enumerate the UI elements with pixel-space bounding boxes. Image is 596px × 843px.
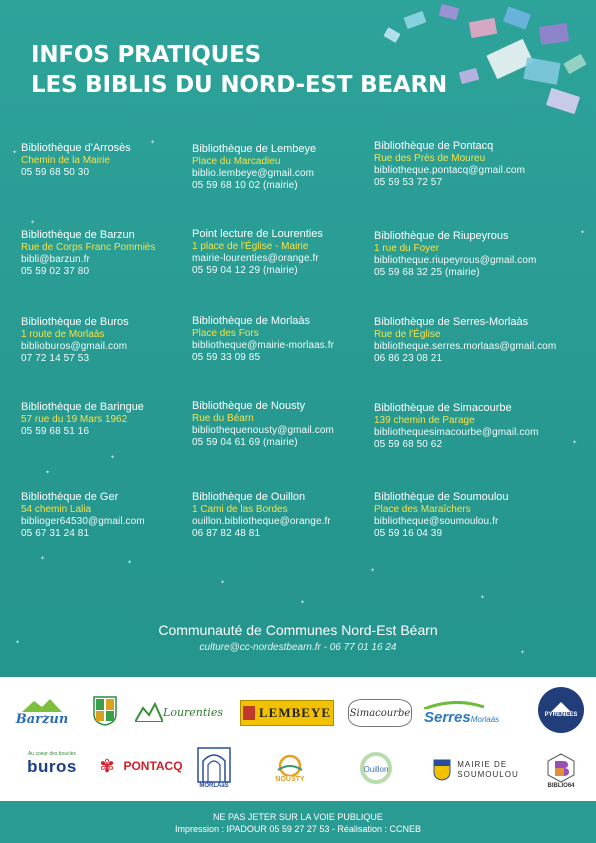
- library-email[interactable]: mairie-lourenties@orange.fr: [192, 253, 319, 264]
- buros-tagline: Au coeur des boucles: [27, 751, 77, 757]
- partner-logos: [0, 677, 596, 801]
- title-line-2: LES BIBLIS DU NORD-EST BEARN: [31, 72, 448, 98]
- library-phone: 05 59 04 12 29 (mairie): [192, 265, 298, 276]
- library-simacourbe: [374, 402, 564, 451]
- barzun-logo: [10, 694, 74, 730]
- hexagon-icon: [547, 753, 575, 783]
- library-name: Bibliothèque de Morlaàs: [192, 315, 311, 327]
- crest-logo: [92, 695, 118, 727]
- library-arroses: [21, 142, 211, 179]
- library-address: 139 chemin de Parage: [374, 415, 475, 426]
- buros-text: buros: [27, 757, 77, 776]
- library-name: Bibliothèque de Lembeye: [192, 143, 317, 155]
- simacourbe-text: Simacourbe: [349, 707, 411, 719]
- library-phone: 05 59 68 10 02 (mairie): [192, 180, 298, 191]
- ouillon-text: Ouillon: [363, 765, 389, 774]
- library-address: 57 rue du 19 Mars 1962: [21, 414, 128, 425]
- simacourbe-logo: [348, 699, 412, 727]
- library-phone: 06 87 82 48 81: [192, 528, 261, 539]
- footer: [0, 801, 596, 843]
- morlaas-logo: [194, 741, 234, 795]
- library-ger: [21, 491, 211, 540]
- library-phone: 05 59 53 72 57: [374, 177, 443, 188]
- pyrenees-text: PYRÉNÉES: [544, 712, 578, 718]
- library-name: Bibliothèque d'Arrosès: [21, 142, 131, 154]
- library-phone: 05 59 02 37 80: [21, 266, 90, 277]
- library-email[interactable]: bibliotheque.riupeyrous@gmail.com: [374, 255, 537, 266]
- lembeye-logo: [240, 700, 334, 726]
- library-phone: 05 59 04 61 69 (mairie): [192, 437, 298, 448]
- lourenties-logo: [132, 697, 226, 727]
- footer-credits: Impression : IPADOUR 05 59 27 27 53 - Réalisation : CCNEB: [175, 824, 421, 834]
- arch-icon: [197, 747, 231, 783]
- library-morlaas: [192, 315, 382, 364]
- library-name: Bibliothèque de Baringue: [21, 401, 144, 413]
- library-ouillon: [192, 491, 382, 540]
- library-serres-morlaas: [374, 316, 564, 365]
- library-address: 1 rue du Foyer: [374, 243, 440, 254]
- library-address: 1 place de l'Église - Mairie: [192, 241, 309, 252]
- library-name: Bibliothèque de Buros: [21, 316, 129, 328]
- lembeye-shield-icon: [243, 706, 255, 720]
- library-phone: 05 59 68 50 62: [374, 439, 443, 450]
- library-address: Place des Fors: [192, 328, 259, 339]
- peak-icon: [551, 702, 571, 712]
- buros-logo: [22, 749, 82, 779]
- library-name: Bibliothèque de Nousty: [192, 400, 306, 412]
- pyrenees-logo: [538, 687, 584, 733]
- pontacq-logo: [92, 755, 190, 777]
- library-name: Bibliothèque de Riupeyrous: [374, 230, 509, 242]
- library-email[interactable]: ouillon.bibliotheque@orange.fr: [192, 516, 331, 527]
- community-name: Communauté de Communes Nord-Est Béarn: [158, 622, 438, 638]
- library-email[interactable]: biblioger64530@gmail.com: [21, 516, 145, 527]
- library-phone: 05 59 68 50 30: [21, 167, 90, 178]
- library-email[interactable]: bibliothequesimacourbe@gmail.com: [374, 427, 539, 438]
- poster: ✦ ✦ ✦ ✦ ✦ ✦ ✦ ✦ ✦ ✦ ✦ ✦ ✦ ✦ ✦ INFOS PRATIQUES LES BIBLIS DU NORD-EST BEARN Bibliothèque d'Arrosès Chemin de la Mairie 05 59 68 50 30 Bibliothèque de Lembeye Place du Marcadieu biblio.lembeye@gmail.com 05 59 68 10 02 (mairie) Bibliothèque de Pontacq Rue des Près de Moureu bibliotheque.pontacq@gmail.com 05 59 53 72 57 Bibliothèque de Barzun Rue de Corps Franc Pommiès bibli@barzun.fr 05 59 02 37 80 Point lecture de Lourenties 1 place de l'Église - Mairie mairie-lourenties@orange.fr 05 59 04 12 29 (mairie) Bibliothèque de Riupeyrous 1 rue du Foyer bibliotheque.riupeyrous@gmail.com 05 59 68 32 25 (mairie) Bibliothèque de Buros 1 route de Morlaàs biblioburos@gmail.com 07 72 14 57 53 Bibliothèque de Morlaàs Place des Fors bibliotheque@mairie-morlaas.fr 05 59 33 09 85 Bibliothèque de Serres-Morlaàs Rue de l'Église bibliotheque.serres.morlaas@gmail.com 06 86 23 08 21 Bibliothèque de Baringue 57 rue du 19 Mars 1962 05 59 68 51 16 Bibliothèque de Nousty Rue du Béarn bibliothequenousty@gmail.com 05 59 04 61 69 (mairie) Bibliothèque de Simacourbe 139 chemin de Parage bibliothequesimacourbe@gmail.com 05 59 68 50 62 Bibliothèque de Ger 54 chemin Lalia biblioger64530@gmail.com 05 67 31 24 81 Bibliothèque de Ouillon 1 Cami de las Bordes ouillon.bibliotheque@orange.fr 06 87 82 48 81 Bibliothèque de Soumoulou Place des Maraîchers bibliotheque@soumoulou.fr 05 59 16 04 39 Communauté de Communes Nord-Est Béarn culture@cc-nordestbearn.fr - 06 77 01 16 24 Barzun Lourenties LEMBEYE Simacourbe SerresMorlaàs PYRÉNÉES Au coeur des boucles buros ✾ PONTACQ MORLAàS NOUSTY Ouillon MAIRIE DE SOUMOULOU BIBLIO64 NE PAS JETER SUR LA VOIE PUBLIQUE Impression : IPADOUR 05 59 27 27 53 - Réalisation : CCNEB: [0, 0, 596, 843]
- library-name: Bibliothèque de Soumoulou: [374, 491, 509, 503]
- ring-icon: [353, 752, 399, 784]
- serres-text: Serres: [424, 708, 471, 726]
- library-email[interactable]: bibliotheque.pontacq@gmail.com: [374, 165, 526, 176]
- soumoulou-logo: [428, 757, 524, 783]
- library-address: 1 Cami de las Bordes: [192, 504, 288, 515]
- library-address: Place des Maraîchers: [374, 504, 471, 515]
- soumoulou-line-1: MAIRIE DE: [457, 760, 508, 769]
- nousty-logo: [258, 747, 322, 787]
- library-name: Bibliothèque de Pontacq: [374, 140, 494, 152]
- library-name: Point lecture de Lourenties: [192, 228, 323, 240]
- biblio64-logo: [538, 747, 584, 795]
- title-line-1: INFOS PRATIQUES: [31, 42, 261, 68]
- biblio64-text: BIBLIO64: [547, 783, 575, 789]
- library-phone: 05 67 31 24 81: [21, 528, 90, 539]
- library-email[interactable]: bibliotheque@mairie-morlaas.fr: [192, 340, 335, 351]
- library-buros: [21, 316, 211, 365]
- nousty-text: NOUSTY: [275, 775, 305, 783]
- pontacq-emblem-icon: ✾: [99, 756, 115, 776]
- soumoulou-line-2: SOUMOULOU: [457, 770, 519, 779]
- barzun-text: Barzun: [15, 711, 69, 727]
- library-address: Rue de l'Église: [374, 329, 441, 340]
- library-name: Bibliothèque de Simacourbe: [374, 402, 512, 414]
- lourenties-text: Lourenties: [163, 705, 223, 719]
- library-email[interactable]: bibliothequenousty@gmail.com: [192, 425, 334, 436]
- library-phone: 05 59 68 51 16: [21, 426, 90, 437]
- library-email[interactable]: biblio.lembeye@gmail.com: [192, 168, 315, 179]
- library-soumoulou: [374, 491, 564, 540]
- library-email[interactable]: bibli@barzun.fr: [21, 254, 90, 265]
- sun-icon: [273, 752, 307, 776]
- page-title: [31, 40, 447, 100]
- library-nousty: [192, 400, 382, 449]
- ouillon-logo: [352, 751, 400, 785]
- library-phone: 05 59 68 32 25 (mairie): [374, 267, 480, 278]
- mountain-icon: [22, 698, 62, 712]
- library-name: Bibliothèque de Barzun: [21, 229, 135, 241]
- morlaas-text: MORLAàS: [199, 783, 229, 789]
- library-address: Rue des Près de Moureu: [374, 153, 486, 164]
- library-pontacq: [374, 140, 564, 189]
- library-name: Bibliothèque de Ouillon: [192, 491, 306, 503]
- library-phone: 07 72 14 57 53: [21, 353, 90, 364]
- community-contact[interactable]: culture@cc-nordestbearn.fr - 06 77 01 16 24: [199, 642, 397, 653]
- footer-notice: NE PAS JETER SUR LA VOIE PUBLIQUE: [213, 812, 383, 822]
- pontacq-text: PONTACQ: [123, 759, 183, 773]
- lembeye-text: LEMBEYE: [258, 705, 331, 720]
- library-email[interactable]: bibliotheque@soumoulou.fr: [374, 516, 499, 527]
- shield-icon: [93, 696, 117, 726]
- library-phone: 05 59 33 09 85: [192, 352, 261, 363]
- library-address: Place du Marcadieu: [192, 156, 281, 167]
- library-address: 54 chemin Lalia: [21, 504, 92, 515]
- library-riupeyrous: [374, 230, 564, 279]
- library-baringue: [21, 401, 211, 438]
- library-lourenties: [192, 228, 382, 277]
- library-lembeye: [192, 143, 382, 192]
- library-phone: 05 59 16 04 39: [374, 528, 443, 539]
- library-address: 1 route de Morlaàs: [21, 329, 105, 340]
- serres-morlaas-logo: [424, 697, 528, 729]
- library-email[interactable]: biblioburos@gmail.com: [21, 341, 128, 352]
- wave-icon: [424, 701, 484, 709]
- library-barzun: [21, 229, 211, 278]
- library-email[interactable]: bibliotheque.serres.morlaas@gmail.com: [374, 341, 557, 352]
- library-address: Rue de Corps Franc Pommiès: [21, 242, 156, 253]
- hills-icon: [135, 702, 163, 722]
- library-phone: 06 86 23 08 21: [374, 353, 443, 364]
- library-name: Bibliothèque de Ger: [21, 491, 119, 503]
- library-name: Bibliothèque de Serres-Morlaàs: [374, 316, 529, 328]
- library-address: Chemin de la Mairie: [21, 155, 110, 166]
- crest-icon: [433, 759, 451, 781]
- serres-sub-text: Morlaàs: [470, 714, 500, 724]
- library-address: Rue du Béarn: [192, 413, 254, 424]
